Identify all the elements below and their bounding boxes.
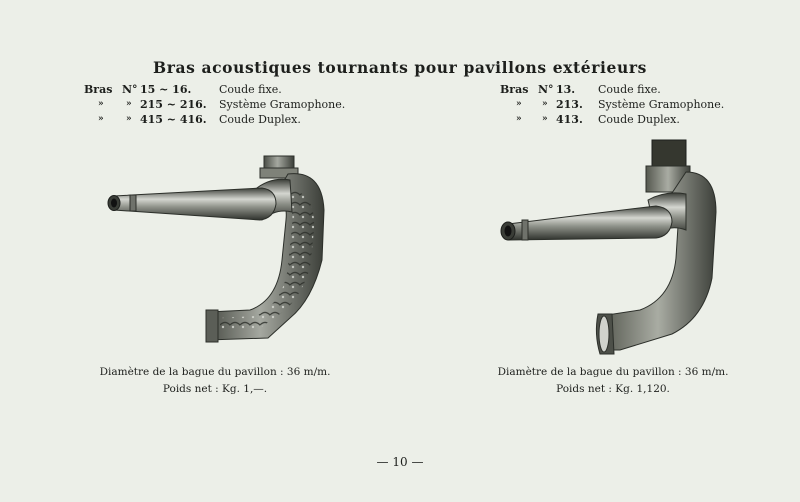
spec-label: » [98, 99, 104, 109]
spec-row [500, 97, 760, 112]
spec-desc: Système Gramophone. [598, 98, 725, 111]
spec-number: 415 ~ 416. [140, 113, 207, 126]
spec-row [500, 82, 760, 97]
spec-row [84, 112, 384, 127]
page-title: Bras acoustiques tournants pour pavillons extérieurs [153, 58, 647, 77]
tone-arm-ornate-illustration [100, 150, 340, 355]
left-spec-list [84, 82, 384, 127]
spec-label: Bras [500, 83, 529, 96]
spec-desc: Coude fixe. [219, 83, 282, 96]
spec-row [84, 97, 384, 112]
spec-desc: Coude Duplex. [219, 113, 301, 126]
spec-mark: N° [122, 83, 138, 96]
left-weight: Poids net : Kg. 1,—. [162, 383, 268, 395]
left-diameter: Diamètre de la bague du pavillon : 36 m/m. [99, 366, 331, 378]
right-weight: Poids net : Kg. 1,120. [556, 383, 670, 395]
page-number: — 10 — [376, 455, 424, 469]
spec-mark: » [542, 114, 548, 124]
spec-row [84, 82, 384, 97]
spec-label: » [98, 114, 104, 124]
left-caption [70, 364, 360, 398]
right-spec-list [500, 82, 760, 127]
spec-number: 413. [556, 113, 583, 126]
spec-mark: N° [538, 83, 554, 96]
right-caption [468, 364, 758, 398]
spec-number: 215 ~ 216. [140, 98, 207, 111]
spec-label: » [516, 99, 522, 109]
spec-label: Bras [84, 83, 113, 96]
spec-number: 15 ~ 16. [140, 83, 192, 96]
spec-mark: » [126, 114, 132, 124]
spec-mark: » [542, 99, 548, 109]
spec-label: » [516, 114, 522, 124]
spec-desc: Système Gramophone. [219, 98, 346, 111]
spec-mark: » [126, 99, 132, 109]
spec-desc: Coude Duplex. [598, 113, 680, 126]
right-diameter: Diamètre de la bague du pavillon : 36 m/m. [497, 366, 729, 378]
tone-arm-plain-illustration [490, 138, 730, 363]
spec-desc: Coude fixe. [598, 83, 661, 96]
spec-number: 213. [556, 98, 583, 111]
spec-number: 13. [556, 83, 576, 96]
spec-row [500, 112, 760, 127]
